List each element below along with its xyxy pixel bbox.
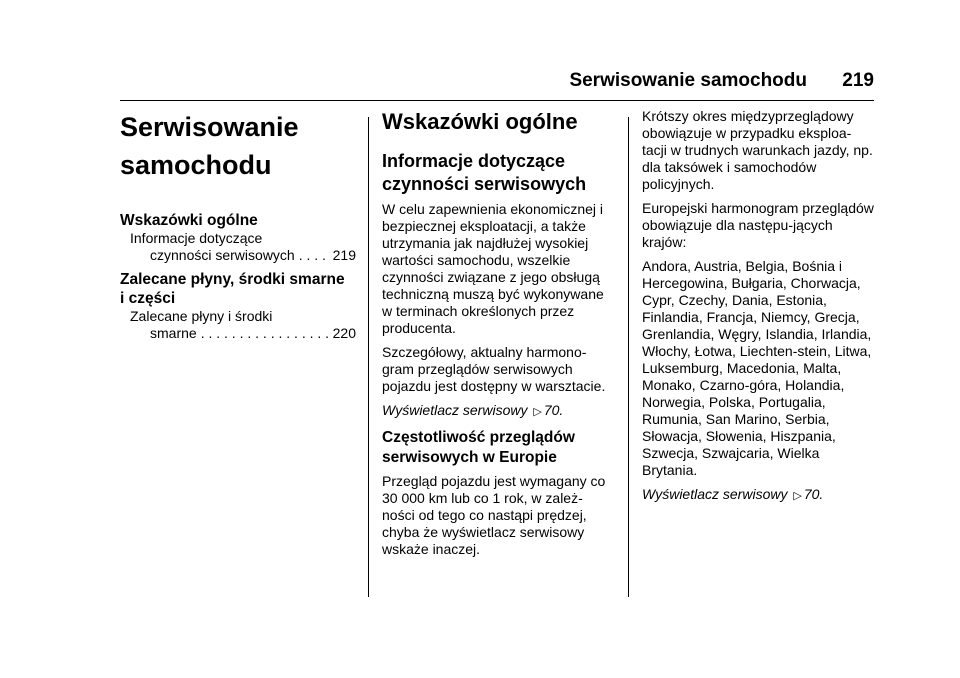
reference-page: 70 [803, 486, 820, 502]
paragraph: Szczegółowy, aktualny harmono-gram przeglądów serwisowych pojazdu jest dostępny w warsztacie. [382, 344, 606, 394]
page-ref-arrow-icon: ▷ [533, 406, 542, 418]
paragraph: Przegląd pojazdu jest wymagany co 30 000 km lub co 1 rok, w zależ-ności od tego co nastąpi prędzej, chyba że wyświetlacz serwisowy wskaże inaczej. [382, 473, 606, 557]
paragraph: W celu zapewnienia ekonomicznej i bezpiecznej eksploatacji, a także utrzymania jak najdłużej wysokiej wartości samochodu, wszelkie czynności związane z jego obsługą techniczną muszą być wykonywane w terminach określonych przez producenta. [382, 201, 604, 336]
running-header [569, 70, 874, 92]
cross-reference-link[interactable]: Wyświetlacz serwisowy ▷ 70. [382, 402, 564, 418]
chapter-toc [120, 108, 356, 342]
right-column [642, 108, 874, 512]
toc-leader-dots [201, 325, 329, 342]
chapter-title: Serwisowanie samochodu [120, 112, 299, 180]
toc-section-heading[interactable]: Wskazówki ogólne [120, 212, 258, 229]
page-number: 219 [842, 70, 874, 91]
main-column [382, 108, 614, 565]
header-rule [120, 100, 874, 101]
column-divider [628, 117, 629, 597]
toc-entry[interactable]: Zalecane płyny i środki smarne . . . 220 [120, 308, 356, 342]
subsection-title: Częstotliwość przeglądów serwisowych w Europie [382, 429, 575, 466]
subsection-title: Informacje dotyczące czynności serwisowych [382, 151, 587, 194]
paragraph: Europejski harmonogram przeglądów obowiązuje dla następu-jących krajów: [642, 200, 874, 250]
running-header-title: Serwisowanie samochodu [569, 70, 808, 91]
toc-entry[interactable]: Informacje dotyczące czynności serwisowych . . . 219 [120, 230, 356, 264]
toc-leader-dots [299, 247, 329, 264]
column-divider [368, 117, 369, 597]
toc-entry-page: 220 [332, 325, 356, 341]
page-ref-arrow-icon: ▷ [793, 490, 802, 502]
section-title: Wskazówki ogólne [382, 109, 578, 134]
paragraph: Krótszy okres międzyprzeglądowy obowiązuje w przypadku eksploa-tacji w trudnych warunkach jazdy, np. dla taksówek i samochodów policyjnych. [642, 108, 873, 192]
toc-section-heading[interactable]: Zalecane płyny, środki smarne i części [120, 271, 345, 307]
toc-entry-page: 219 [332, 247, 356, 263]
paragraph: Andora, Austria, Belgia, Bośnia i Hercegowina, Bułgaria, Chorwacja, Cypr, Czechy, Dania, Estonia, Finlandia, Francja, Niemcy, Grecja, Grenlandia, Węgry, Islandia, Irlandia, Włochy, Łotwa, Liechten-stein, Litwa, Luksemburg, Macedonia, Malta, Monako, Czarno-góra, Holandia, Norwegia, Polska, Portugalia, Rumunia, San Marino, Serbia, Słowacja, Słowenia, Hiszpania, Szwecja, Szwajcaria, Wielka Brytania. [642, 258, 872, 478]
reference-page: 70 [543, 402, 560, 418]
cross-reference-link[interactable]: Wyświetlacz serwisowy ▷ 70. [642, 486, 824, 502]
